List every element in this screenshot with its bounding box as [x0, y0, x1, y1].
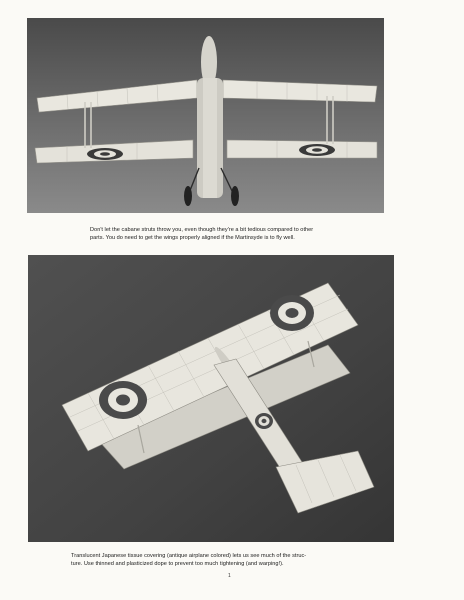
caption-bottom-line-1: Translucent Japanese tissue covering (antique airplane colored) lets us see much of the struc-: [71, 553, 307, 559]
photo-biplane-top-view: [28, 255, 394, 542]
photo-biplane-rear-view: [27, 18, 384, 213]
photo-biplane-top-view-image: [28, 255, 394, 542]
roundel-icon: [99, 381, 147, 419]
roundel-icon: [255, 413, 273, 429]
page-number: 1: [228, 573, 231, 579]
caption-bottom: [71, 553, 401, 568]
caption-top: [90, 227, 390, 242]
roundel-icon: [270, 295, 314, 331]
roundel-icon: [87, 148, 123, 160]
caption-top-line-1: Don't let the cabane struts throw you, even though they're a bit tedious compared to other: [90, 227, 314, 233]
photo-biplane-rear-view-image: [27, 18, 384, 213]
caption-bottom-line-2: ture. Use thinned and plasticized dope to prevent too much tightening (and warping!).: [71, 560, 284, 567]
caption-top-line-2: parts. You do need to get the wings properly aligned if the Martinsyde is to fly well.: [90, 234, 295, 241]
roundel-icon: [299, 144, 335, 156]
